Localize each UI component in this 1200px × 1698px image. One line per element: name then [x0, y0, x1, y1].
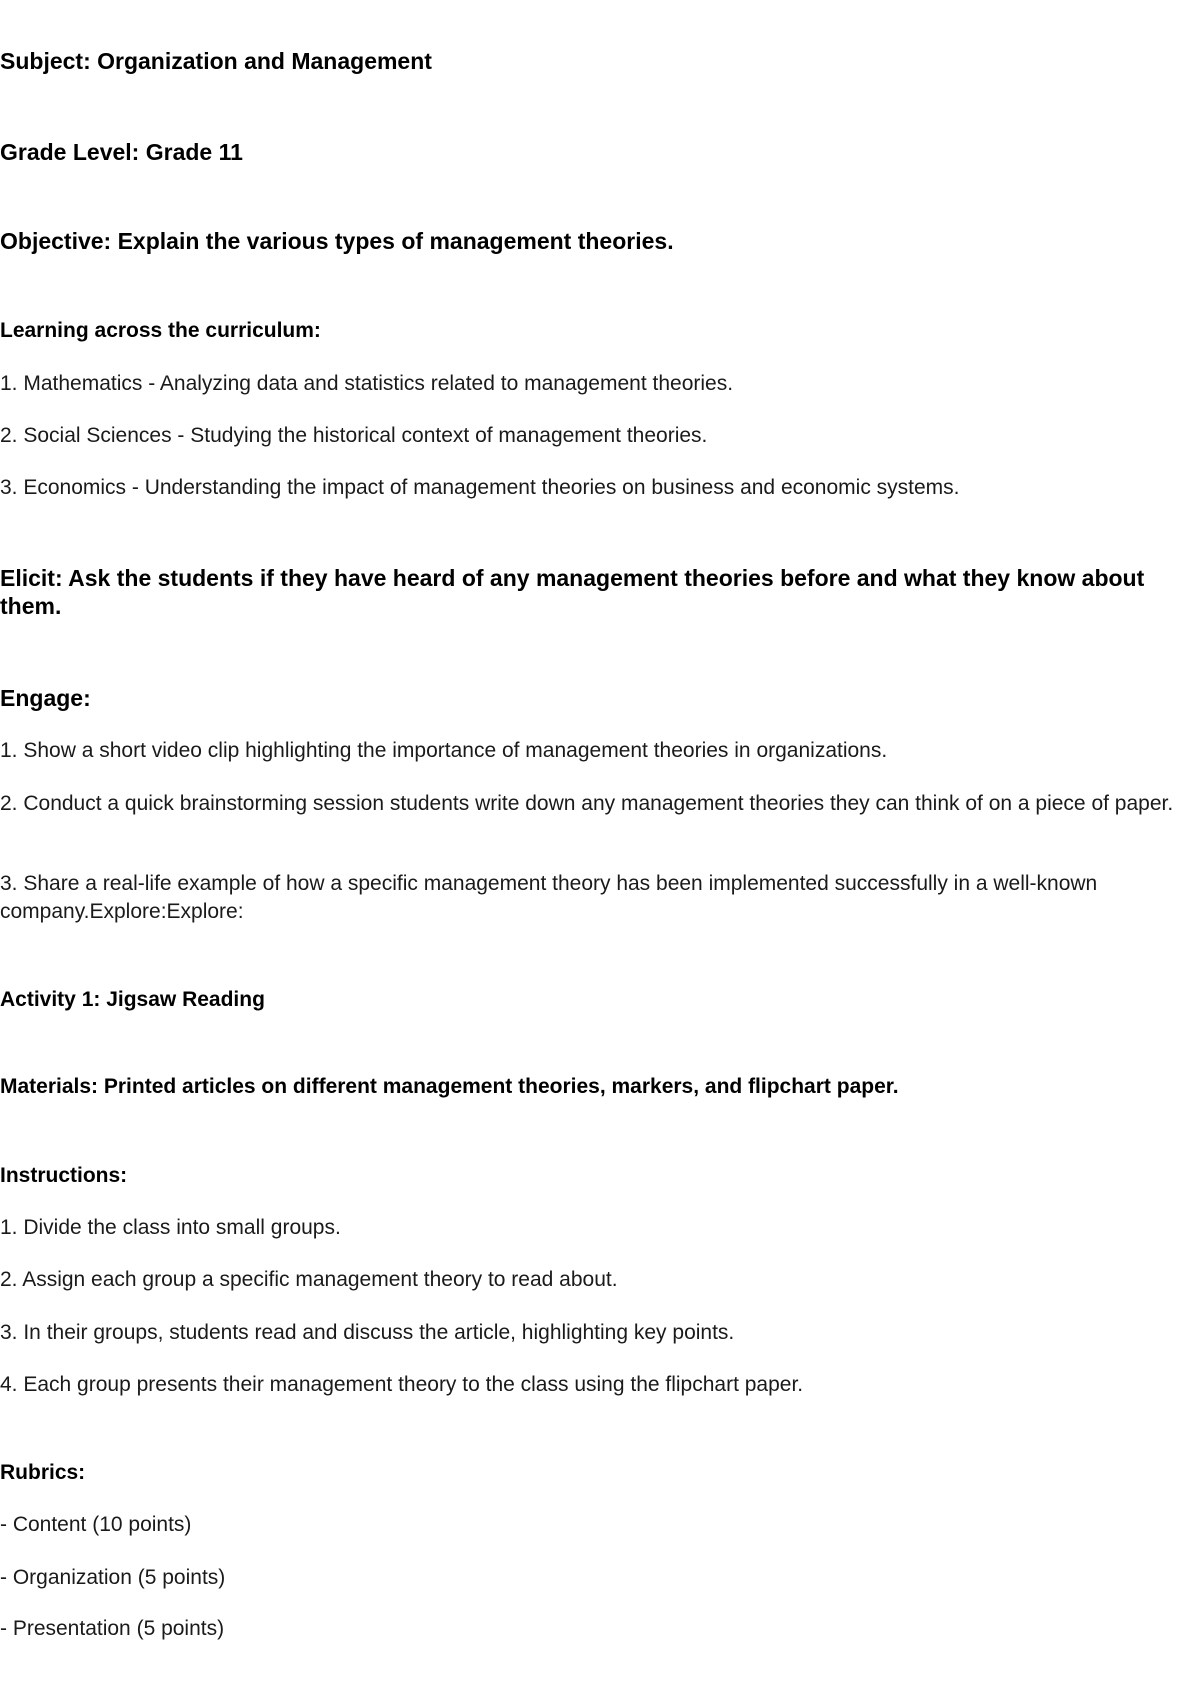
- engage-item: 2. Conduct a quick brainstorming session students write down any management theories they can think of on a piece of paper.: [0, 792, 1174, 815]
- instruction-item: 2. Assign each group a specific management theory to read about.: [0, 1268, 618, 1291]
- grade-level-heading: Grade Level: Grade 11: [0, 139, 243, 165]
- subject-heading: Subject: Organization and Management: [0, 48, 432, 74]
- curriculum-item: 2. Social Sciences - Studying the historical context of management theories.: [0, 424, 708, 447]
- instruction-item: 3. In their groups, students read and discuss the article, highlighting key points.: [0, 1321, 735, 1344]
- elicit-heading: Elicit: Ask the students if they have heard of any management theories before and what they know about them.: [0, 565, 1145, 619]
- curriculum-heading: Learning across the curriculum:: [0, 319, 321, 342]
- curriculum-item: 3. Economics - Understanding the impact of management theories on business and economic systems.: [0, 476, 960, 499]
- instruction-item: 4. Each group presents their management theory to the class using the flipchart paper.: [0, 1373, 804, 1396]
- engage-item: 3. Share a real-life example of how a specific management theory has been implemented successfully in a well-known company.Explore:Explore:: [0, 872, 1098, 923]
- instructions-heading: Instructions:: [0, 1164, 128, 1187]
- engage-item: 1. Show a short video clip highlighting the importance of management theories in organizations.: [0, 739, 888, 762]
- curriculum-item: 1. Mathematics - Analyzing data and statistics related to management theories.: [0, 372, 734, 395]
- instruction-item: 1. Divide the class into small groups.: [0, 1216, 341, 1239]
- rubric-item: - Organization (5 points): [0, 1566, 226, 1589]
- objective-heading: Objective: Explain the various types of management theories.: [0, 228, 674, 254]
- rubrics-heading: Rubrics:: [0, 1461, 86, 1484]
- activity-heading: Activity 1: Jigsaw Reading: [0, 988, 265, 1011]
- materials-heading: Materials: Printed articles on different management theories, markers, and flipchart paper.: [0, 1075, 899, 1098]
- engage-heading: Engage:: [0, 685, 91, 711]
- rubric-item: - Content (10 points): [0, 1513, 192, 1536]
- rubric-item: - Presentation (5 points): [0, 1617, 225, 1640]
